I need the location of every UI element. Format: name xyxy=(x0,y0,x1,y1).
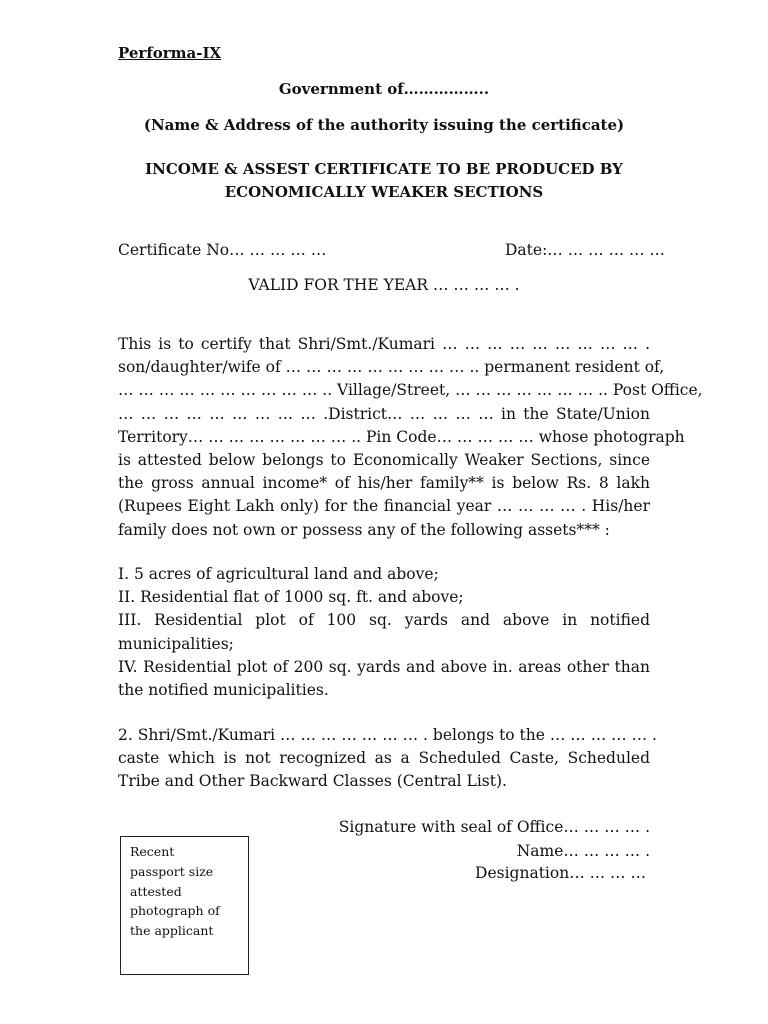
certify-line: family does not own or possess any of the following assets*** : xyxy=(118,520,610,539)
caste-line: 2. Shri/Smt./Kumari … … … … … … … . belongs to the … … … … … . xyxy=(118,726,657,744)
performa-label: Performa-IX xyxy=(118,44,222,62)
photograph-box-line: passport size xyxy=(130,863,214,879)
asset-item: the notified municipalities. xyxy=(118,680,329,699)
certificate-date: Date:… … … … … … xyxy=(505,241,665,259)
certify-line: … … … … … … … … … .District… … … … … in the State/Union xyxy=(118,404,650,423)
certificate-title-line-2: ECONOMICALLY WEAKER SECTIONS xyxy=(224,183,544,201)
certify-line: Territory… … … … … … … … .. Pin Code… … … … … whose photograph xyxy=(118,427,685,446)
certify-line: is attested below belongs to Economically Weaker Sections, since xyxy=(118,450,650,469)
caste-line: Tribe and Other Backward Classes (Central List). xyxy=(118,772,507,791)
photograph-box-line: Recent xyxy=(130,844,175,859)
valid-for-year: VALID FOR THE YEAR … … … … . xyxy=(248,276,520,294)
asset-item: II. Residential flat of 1000 sq. ft. and above; xyxy=(118,588,464,607)
certify-line: son/daughter/wife of … … … … … … … … … .. permanent resident of, xyxy=(118,358,665,377)
assets-list xyxy=(118,563,650,702)
certify-line: (Rupees Eight Lakh only) for the financial year … … … … . His/her xyxy=(118,497,650,516)
caste-line: caste which is not recognized as a Scheduled Caste, Scheduled xyxy=(118,749,650,768)
caste-paragraph xyxy=(118,724,657,794)
photograph-box-line: photograph of xyxy=(130,903,220,919)
government-line: Government of…………….. xyxy=(278,80,490,98)
asset-item: I. 5 acres of agricultural land and above; xyxy=(118,565,439,583)
signature-seal-line: Signature with seal of Office… … … … . xyxy=(338,818,650,836)
certificate-number: Certificate No… … … … … xyxy=(118,241,327,259)
signature-name-line: Name… … … … . xyxy=(516,842,650,860)
asset-item: IV. Residential plot of 200 sq. yards and above in. areas other than xyxy=(118,657,650,676)
asset-item: municipalities; xyxy=(118,634,234,653)
certificate-title-line-1: INCOME & ASSEST CERTIFICATE TO BE PRODUCED BY xyxy=(145,160,623,178)
certify-line: This is to certify that Shri/Smt./Kumari … … … … … … … … … . xyxy=(118,335,650,353)
authority-line: (Name & Address of the authority issuing the certificate) xyxy=(143,116,625,134)
photograph-box-line: the applicant xyxy=(130,923,214,939)
signature-designation-line: Designation… … … … xyxy=(475,864,646,882)
certify-line: the gross annual income* of his/her family** is below Rs. 8 lakh xyxy=(118,474,650,493)
photograph-box-line: attested xyxy=(130,883,182,899)
photograph-box xyxy=(120,836,249,975)
asset-item: III. Residential plot of 100 sq. yards and above in notified xyxy=(118,611,650,630)
certify-line: … … … … … … … … … … .. Village/Street, … … … … … … … .. Post Office, xyxy=(118,381,703,400)
photograph-box-text xyxy=(130,842,220,941)
certify-paragraph xyxy=(118,333,703,542)
